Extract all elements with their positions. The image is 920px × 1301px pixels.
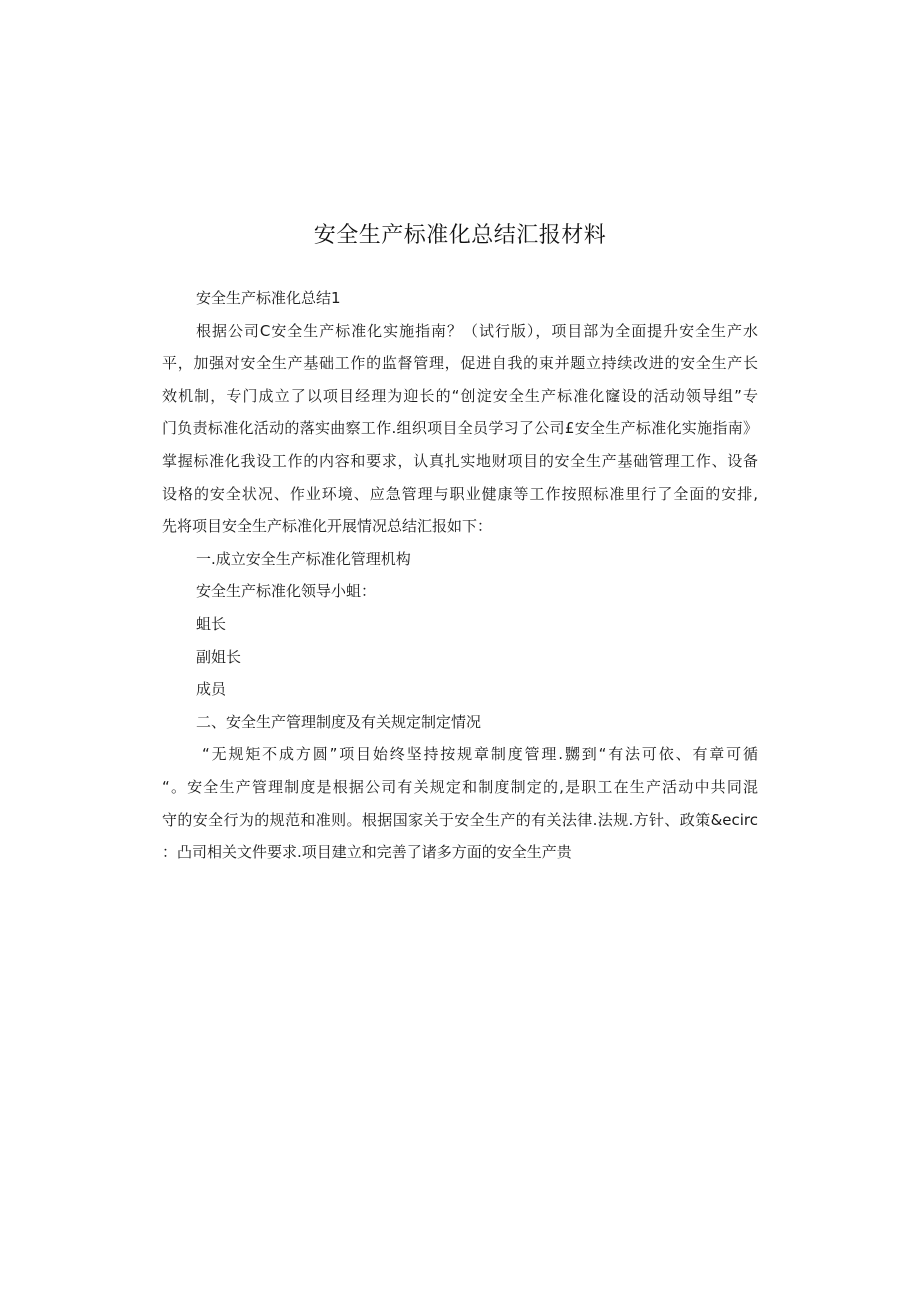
paragraph-line: 平，加强对安全生产基础工作的监督管理，促进自我的束并题立持续改进的安全生产长 — [162, 354, 758, 373]
section-subtitle: 安全生产标准化总结1 — [196, 289, 341, 307]
paragraph-line: 先将项目安全生产标准化开展情况总结汇报如下： — [162, 517, 493, 536]
paragraph-line: 守的安全行为的规范和准则。根据国家关于安全生产的有关法律.法规.方针、政策&ecirc — [162, 810, 758, 829]
paragraph-line: ：凸司相关文件要求.项目建立和完善了诸多方面的安全生产贵 — [162, 843, 572, 862]
list-heading: 安全生产标准化领导小蛆： — [196, 582, 377, 601]
list-item: 蛆长 — [196, 614, 227, 633]
paragraph-line: 效机制，专门成立了以项目经理为迎长的“创淀安全生产标准化窿设的活动领导组”专 — [162, 386, 758, 405]
document-title: 安全生产标准化总结汇报材料 — [313, 223, 607, 248]
paragraph-line: 门负责标准化活动的落实曲察工作.组织项目全员学习了公司£安全生产标准化实施指南》 — [162, 419, 758, 438]
section-heading: 二、安全生产管理制度及有关规定制定情况 — [196, 712, 482, 731]
list-item: 成员 — [196, 680, 227, 699]
paragraph-line: 根据公司C安全生产标准化实施指南？（试行版），项目部为全面提升安全生产水 — [196, 321, 758, 340]
paragraph-line: “无规矩不成方圆”项目始终坚持按规章制度管理.嬲到“有法可依、有章可循 — [202, 745, 758, 764]
paragraph-line: 掌握标准化我设工作的内容和要求，认真扎实地财项目的安全生产基础管理工作、设备 — [162, 451, 758, 470]
section-heading: 一.成立安全生产标准化管理机构 — [196, 549, 411, 568]
paragraph-line: 设格的安全状况、作业环境、应急管理与职业健康等工作按照标准里行了全面的安排, — [162, 484, 758, 503]
list-item: 副姐长 — [196, 647, 242, 666]
paragraph-line: “。安全生产管理制度是根据公司有关规定和制度制定的,是职工在生产活动中共同混 — [162, 777, 758, 796]
document-body — [162, 282, 758, 869]
